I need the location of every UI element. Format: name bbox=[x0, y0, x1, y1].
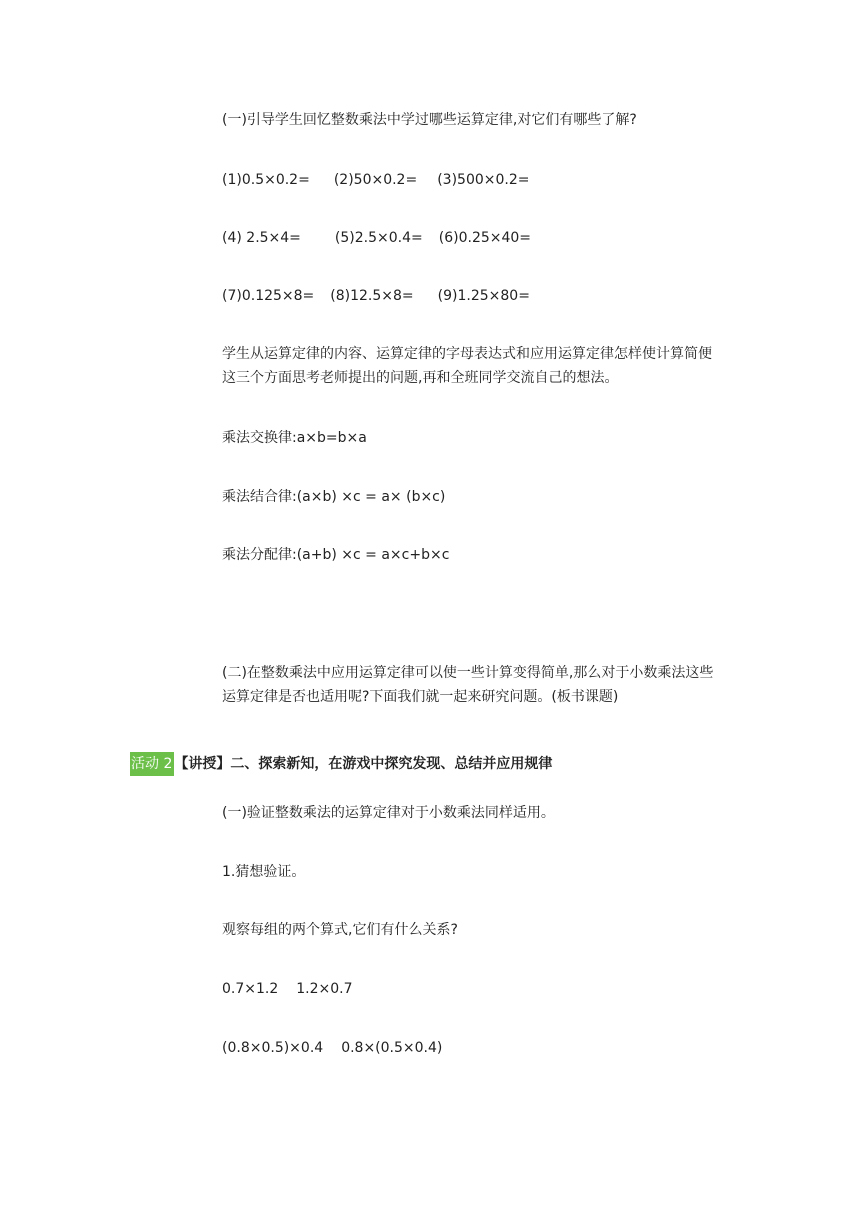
expression-a: 0.7×1.2 bbox=[222, 981, 279, 997]
expression-d: 0.8×(0.5×0.4) bbox=[341, 1040, 443, 1056]
exercise-2: (2)50×0.2= bbox=[333, 172, 418, 188]
expression-pair-2 bbox=[222, 1037, 442, 1059]
law-commutative: 乘法交换律:a×b=b×a bbox=[222, 430, 367, 446]
section-step-1: 1.猜想验证。 bbox=[222, 864, 306, 880]
activity-heading bbox=[130, 752, 552, 776]
transition-paragraph: (二)在整数乘法中应用运算定律可以使一些计算变得简单,那么对于小数乘法这些运算定律是否也适用呢?下面我们就一起来研究问题。(板书课题) bbox=[222, 665, 714, 705]
intro-question: (一)引导学生回忆整数乘法中学过哪些运算定律,对它们有哪些了解? bbox=[222, 112, 637, 128]
section-verify: (一)验证整数乘法的运算定律对于小数乘法同样适用。 bbox=[222, 805, 555, 821]
exercise-8: (8)12.5×8= bbox=[330, 288, 414, 304]
exercise-6: (6)0.25×40= bbox=[438, 230, 532, 246]
law-associative: 乘法结合律:(a×b) ×c = a× (b×c) bbox=[222, 489, 446, 505]
exercise-3: (3)500×0.2= bbox=[437, 172, 530, 188]
activity-title: 【讲授】二、探索新知，在游戏中探究发现、总结并应用规律 bbox=[174, 756, 553, 772]
activity-badge: 活动 2 bbox=[130, 752, 174, 776]
exercise-5: (5)2.5×0.4= bbox=[334, 230, 423, 246]
exercise-9: (9)1.25×80= bbox=[437, 288, 530, 304]
student-paragraph: 学生从运算定律的内容、运算定律的字母表达式和应用运算定律怎样使计算简便这三个方面思考老师提出的问题,再和全班同学交流自己的想法。 bbox=[222, 346, 712, 386]
law-distributive: 乘法分配律:(a+b) ×c = a×c+b×c bbox=[222, 547, 450, 563]
expression-c: (0.8×0.5)×0.4 bbox=[222, 1040, 324, 1056]
exercise-4: (4) 2.5×4= bbox=[222, 230, 301, 246]
exercise-1: (1)0.5×0.2= bbox=[222, 172, 310, 188]
expression-b: 1.2×0.7 bbox=[296, 981, 353, 997]
section-observe: 观察每组的两个算式,它们有什么关系? bbox=[222, 922, 458, 938]
expression-pair-1 bbox=[222, 978, 353, 1000]
exercise-row-1 bbox=[222, 169, 529, 191]
exercise-7: (7)0.125×8= bbox=[222, 288, 315, 304]
exercise-row-3 bbox=[222, 285, 530, 307]
exercise-row-2 bbox=[222, 227, 531, 249]
